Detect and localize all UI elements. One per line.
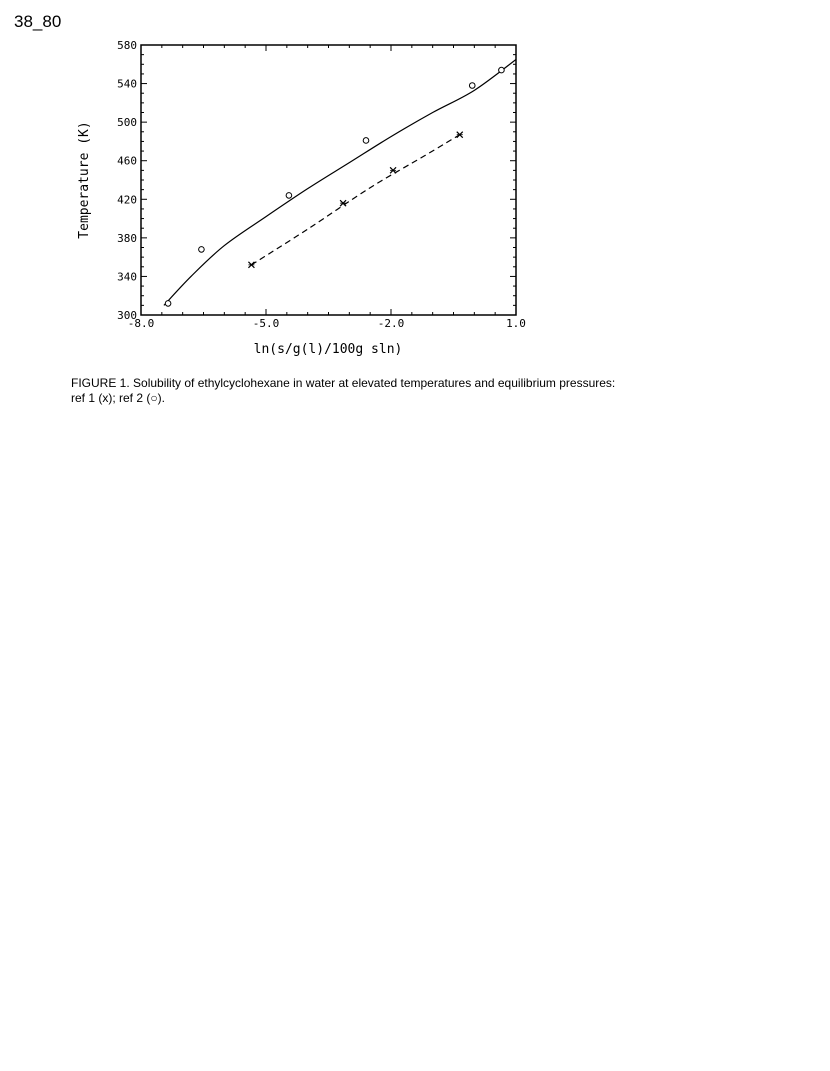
x-axis-ticks	[128, 45, 526, 330]
data-point-circle	[286, 193, 292, 199]
figure-caption: FIGURE 1. Solubility of ethylcyclohexane in water at elevated temperatures and equilibrium pressures: ref 1 (x); ref 2 (○).	[71, 376, 616, 405]
y-tick-label: 580	[117, 39, 137, 52]
y-tick-label: 300	[117, 309, 137, 322]
y-axis-ticks	[117, 39, 516, 322]
x-tick-label: -8.0	[127, 317, 155, 330]
data-point-x	[457, 132, 463, 138]
y-tick-label: 500	[117, 116, 137, 130]
data-point-circle	[363, 138, 369, 144]
page-id-label: 38_80	[14, 12, 62, 31]
data-point-circle	[499, 67, 505, 73]
series-circle-fit-line	[164, 59, 516, 305]
x-tick-label: 1.0	[506, 317, 526, 330]
x-axis-title: ln(s/g(l)/100g sln)	[253, 342, 403, 357]
y-tick-label: 460	[117, 154, 137, 168]
solubility-chart	[0, 0, 830, 370]
y-tick-label: 340	[117, 270, 137, 284]
y-tick-label: 420	[117, 193, 137, 207]
x-tick-label: -5.0	[252, 317, 280, 330]
data-point-x	[340, 200, 346, 206]
data-point-x	[390, 167, 396, 173]
data-point-circle	[165, 301, 171, 307]
y-tick-label: 540	[117, 77, 137, 91]
data-point-circle	[469, 83, 475, 89]
y-tick-label: 380	[117, 231, 137, 245]
series-x-fit-line	[251, 135, 459, 265]
data-point-x	[248, 262, 254, 268]
y-axis-title: Temperature (K)	[77, 121, 92, 239]
x-tick-label: -2.0	[377, 317, 405, 330]
data-markers	[165, 67, 504, 306]
data-point-circle	[199, 247, 205, 253]
plot-frame	[141, 45, 516, 315]
fit-curves	[164, 59, 516, 305]
